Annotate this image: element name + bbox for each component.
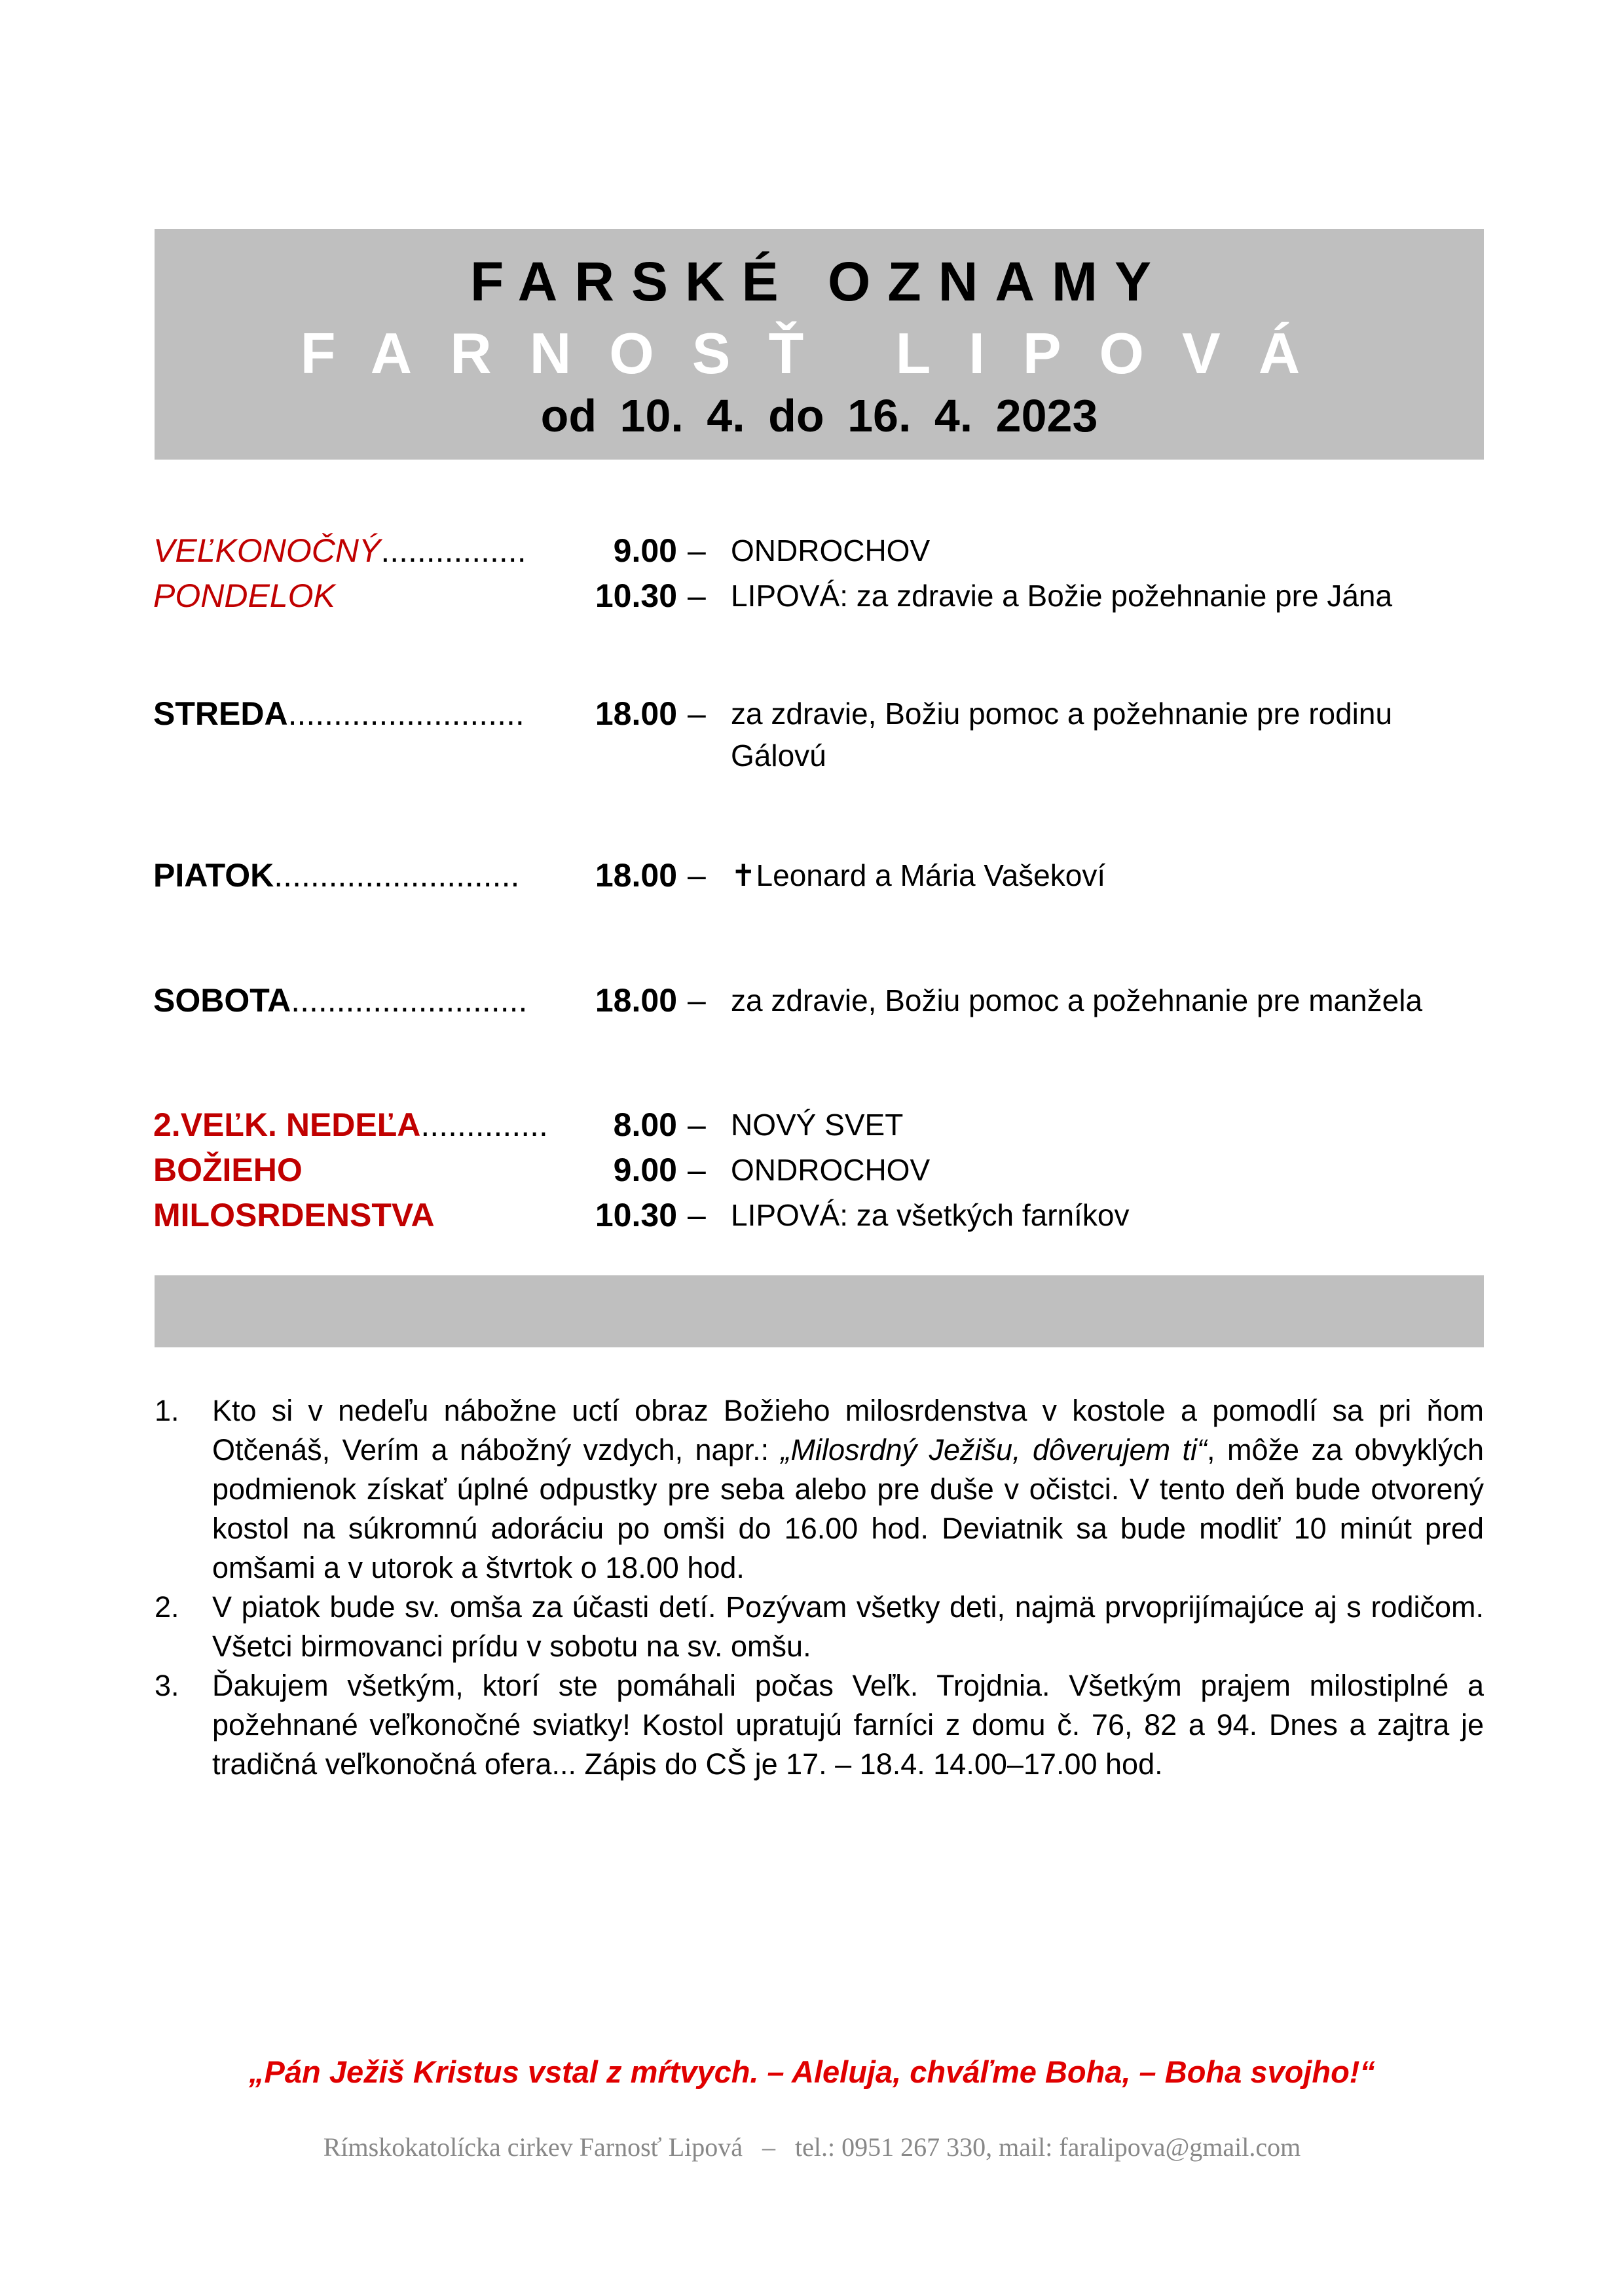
separator-bar	[155, 1275, 1484, 1347]
schedule-row	[0, 852, 1624, 898]
announcement-item: 2. V piatok bude sv. omša za účasti detí. Pozývam všetky deti, najmä prvoprijímajúce aj s rodičom. Všetci birmovanci prídu v sobotu na sv. omšu.	[155, 1588, 1484, 1666]
schedule-intention: LIPOVÁ: za zdravie a Božie požehnanie pre Jána	[731, 579, 1393, 613]
schedule-time: 10.30	[595, 1197, 677, 1233]
schedule-time: 18.00	[595, 857, 677, 894]
schedule-day: STREDA..........................	[153, 695, 525, 732]
schedule-row	[0, 573, 1624, 619]
schedule-day: BOŽIEHO	[153, 1152, 303, 1188]
schedule-intention: za zdravie, Božiu pomoc a požehnanie pre rodinu Gálovú	[731, 697, 1393, 773]
schedule-day: PONDELOK	[153, 577, 335, 614]
prayer-quote: „Milosrdný Ježišu, dôverujem ti“	[781, 1433, 1208, 1467]
schedule-dash: –	[688, 857, 706, 894]
schedule-row	[0, 1192, 1624, 1238]
schedule-intention: za zdravie, Božiu pomoc a požehnanie pre manžela	[731, 983, 1423, 1017]
page-title: FARSKÉ OZNAMY	[470, 251, 1169, 312]
announcement-number: 2.	[155, 1590, 179, 1624]
schedule-row	[0, 691, 1624, 773]
schedule-time: 9.00	[613, 1152, 677, 1188]
schedule-day: SOBOTA..........................	[153, 982, 528, 1019]
schedule-intention: ONDROCHOV	[731, 1153, 931, 1187]
easter-quote: „Pán Ježiš Kristus vstal z mŕtvych. – Aleluja, chváľme Boha, – Boha svojho!“	[249, 2054, 1375, 2089]
schedule-time: 9.00	[613, 532, 677, 569]
announcement-number: 1.	[155, 1394, 179, 1427]
schedule-time: 18.00	[595, 982, 677, 1019]
schedule-intention: ✝Leonard a Mária Vašekoví	[731, 858, 1106, 892]
header-banner	[155, 229, 1484, 460]
schedule-intention: NOVÝ SVET	[731, 1108, 904, 1142]
date-range: od 10. 4. do 16. 4. 2023	[540, 390, 1098, 441]
schedule-time: 10.30	[595, 577, 677, 614]
schedule-day: MILOSRDENSTVA	[153, 1197, 435, 1233]
schedule-row	[0, 977, 1624, 1023]
schedule-row	[0, 1102, 1624, 1148]
schedule-time: 18.00	[595, 695, 677, 732]
schedule-day: PIATOK...........................	[153, 857, 520, 894]
schedule-dash: –	[688, 1106, 706, 1143]
schedule-time: 8.00	[613, 1106, 677, 1143]
schedule-row	[0, 528, 1624, 574]
schedule-row	[0, 1147, 1624, 1193]
schedule-intention: LIPOVÁ: za všetkých farníkov	[731, 1198, 1130, 1232]
schedule-day: 2.VEĽK. NEDEĽA..............	[153, 1106, 548, 1143]
schedule-day: VEĽKONOČNÝ................	[153, 532, 526, 569]
footer-contact: Rímskokatolícka cirkev Farnosť Lipová – tel.: 0951 267 330, mail: faralipova@gmail.com	[323, 2132, 1301, 2162]
schedule-dash: –	[688, 532, 706, 569]
announcement-item: 1. Kto si v nedeľu nábožne uctí obraz Božieho milosrdenstva v kostole a pomodlí sa pri ňom Otčenáš, Verím a nábožný vzdych, napr.: „Milosrdný Ježišu, dôverujem ti“, môže za obvyklých podmienok získať úplné odpustky pre seba alebo pre duše v očistci. V tento deň bude otvorený kostol na súkromnú adoráciu po omši do 16.00 hod. Deviatnik sa bude modliť 10 minút pred omšami a v utorok a štvrtok o 18.00 hod.	[155, 1391, 1484, 1588]
parish-name: FARNOSŤ LIPOVÁ	[300, 321, 1338, 386]
schedule-dash: –	[688, 1152, 706, 1188]
schedule-dash: –	[688, 982, 706, 1019]
announcement-number: 3.	[155, 1669, 179, 1702]
announcement-item: 3. Ďakujem všetkým, ktorí ste pomáhali počas Veľk. Trojdnia. Všetkým prajem milostiplné a požehnané veľkonočné sviatky! Kostol upratujú farníci z domu č. 76, 82 a 94. Dnes a zajtra je tradičná veľkonočná ofera... Zápis do CŠ je 17. – 18.4. 14.00–17.00 hod.	[155, 1666, 1484, 1784]
schedule-dash: –	[688, 695, 706, 732]
announcements-list	[155, 1391, 1484, 1784]
schedule-dash: –	[688, 1197, 706, 1233]
schedule-intention: ONDROCHOV	[731, 534, 931, 568]
schedule-dash: –	[688, 577, 706, 614]
